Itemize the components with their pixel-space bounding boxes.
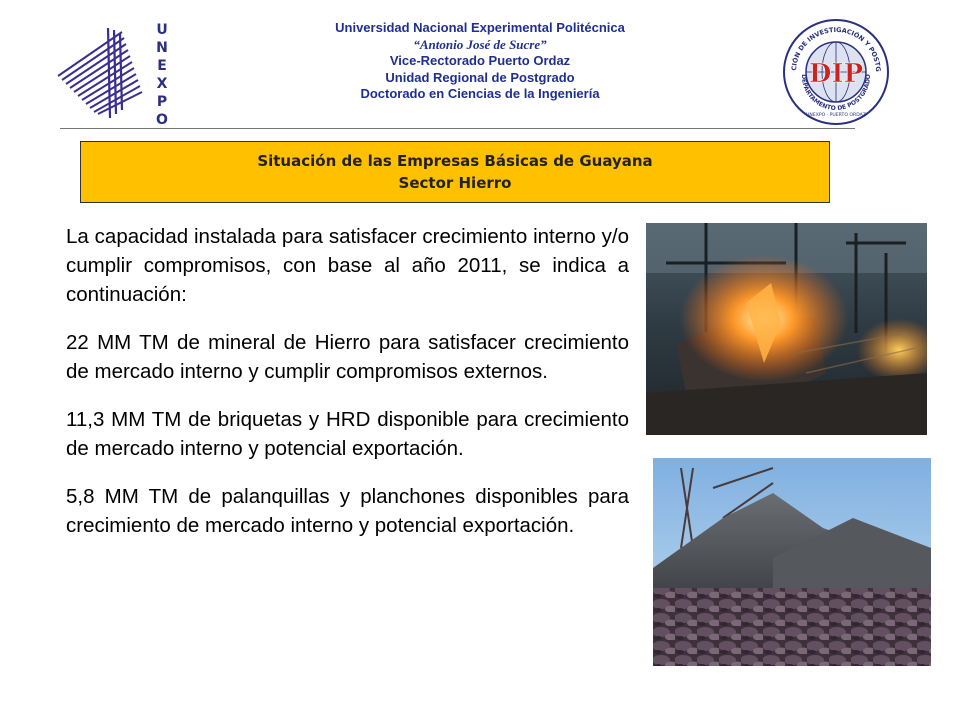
paragraph-iron-ore: 22 MM TM de mineral de Hierro para satisfacer crecimiento de mercado interno y cumplir compromisos externos. [66, 331, 629, 383]
logo-letter: X [156, 76, 168, 92]
logo-letter: P [156, 94, 168, 110]
body-content [66, 222, 629, 559]
logo-bottom-small: UNEXPO · PUERTO ORDAZ [806, 113, 866, 118]
iron-ore-pile-photo [653, 458, 931, 666]
logo-letter: O [156, 112, 168, 126]
university-name: Universidad Nacional Experimental Politécnica [335, 20, 625, 35]
university-header [260, 20, 700, 103]
doctorate-program: Doctorado en Ciencias de la Ingeniería [360, 86, 600, 101]
paragraph-intro: La capacidad instalada para satisfacer crecimiento interno y/o cumplir compromisos, con base al año 2011, se indica a continuación: [66, 225, 629, 306]
dip-logo [782, 18, 890, 126]
banner-subtitle: Sector Hierro [398, 174, 512, 192]
paragraph-billets: 5,8 MM TM de palanquillas y planchones disponibles para crecimiento de mercado interno y potencial exportación. [66, 485, 629, 537]
vice-rectorate: Vice-Rectorado Puerto Ordaz [389, 53, 571, 68]
logo-letter: U [156, 22, 168, 38]
logo-dip-text: DIP [808, 59, 864, 89]
postgrad-unit: Unidad Regional de Postgrado [385, 69, 575, 85]
steel-furnace-photo [646, 223, 927, 435]
header-divider [60, 128, 855, 129]
logo-letter: N [156, 40, 168, 56]
unexpo-logo [50, 14, 190, 126]
logo-bottom-arc: DEPARTAMENTO DE POSTGRADO [799, 74, 873, 113]
logo-top-arc: CIÓN DE INVESTIGACIÓN Y POSTG [789, 25, 883, 73]
logo-letter: E [157, 58, 167, 74]
university-honoree: “Antonio José de Sucre” [413, 36, 547, 52]
banner-title: Situación de las Empresas Básicas de Guayana [257, 152, 653, 170]
title-banner [80, 141, 830, 203]
paragraph-briquettes: 11,3 MM TM de briquetas y HRD disponible para crecimiento de mercado interno y potencial exportación. [66, 408, 629, 460]
